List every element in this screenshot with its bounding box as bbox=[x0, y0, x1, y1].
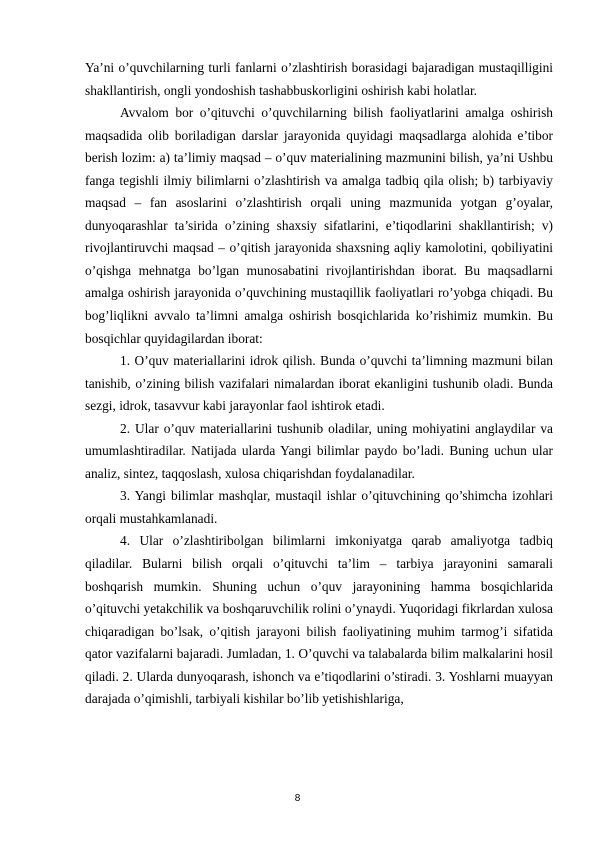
paragraph-continuation: Ya’ni o’quvchilarning turli fanlarni o’zlashtirish borasidagi bajaradigan mustaqilligini shakllantirish, ongli yondoshish tashabbuskorligini oshirish kabi holatlar. bbox=[85, 60, 553, 98]
paragraph-stage-1: 1. O’quv materiallarini idrok qilish. Bunda o’quvchi ta’limning mazmuni bilan tanishib, o’zining bilish vazifalari nimalardan iborat ekanligini tushunib oladi. Bunda sezgi, idrok, tasavvur kabi jarayonlar faol ishtirok etadi. bbox=[85, 353, 553, 414]
paragraph-stage-4: 4. Ular o’zlashtiribolgan bilimlarni imkoniyatga qarab amaliyotga tadbiq qiladilar. Bularni bilish orqali o’qituvchi ta’lim – tarbiya jarayonini samarali boshqarish mumkin. Shuning uchun o’quv jarayonining hamma bosqichlarida o’qituvchi yetakchilik va boshqaruvchilik rolini o’ynaydi. Yuqoridagi fikrlardan xulosa chiqaradigan bo’lsak, o’qitish jarayoni bilish faoliyatining muhim tarmog’i sifatida qator vazifalarni bajaradi. Jumladan, 1. O’quvchi va talabalarda bilim malkalarini hosil qiladi. 2. Ularda dunyoqarash, ishonch va e’tiqodlarini o’stiradi. 3. Yoshlarni muayyan darajada o’qimishli, tarbiyali kishilar bo’lib yetishishlariga, bbox=[85, 533, 553, 707]
paragraph-stage-3: 3. Yangi bilimlar mashqlar, mustaqil ishlar o’qituvchining qo’shimcha izohlari orqali mustahkamlanadi. bbox=[85, 488, 553, 526]
paragraph-learning-goals: Avvalom bor o’qituvchi o’quvchilarning bilish faoliyatlarini amalga oshirish maqsadida olib boriladigan darslar jarayonida quyidagi maqsadlarga alohida e’tibor berish lozim: a) ta’limiy maqsad – o’quv materialining mazmunini bilish, ya’ni Ushbu fanga tegishli ilmiy bilimlarni o’zlashtirish va amalga tadbiq qila olish; b) tarbiyaviy maqsad – fan asoslarini o’zlashtirish orqali uning mazmunida yotgan g’oyalar, dunyoqarashlar ta’sirida o’zining shaxsiy sifatlarini, e’tiqodlarini shakllantirish; v) rivojlantiruvchi maqsad – o’qitish jarayonida shaxsning aqliy kamolotini, qobiliyatini o’qishga mehnatga bo’lgan munosabatini rivojlantirishdan iborat. Bu maqsadlarni amalga oshirish jarayonida o’quvchining mustaqillik faoliyatlari ro’yobga chiqadi. Bu bog’liqlikni avvalo ta’limni amalga oshirish bosqichlarida ko’rishimiz mumkin. Bu bosqichlar quyidagilardan iborat: bbox=[85, 105, 553, 346]
document-body bbox=[85, 57, 553, 711]
paragraph-stage-2: 2. Ular o’quv materiallarini tushunib oladilar, uning mohiyatini anglaydilar va umumlashtiradilar. Natijada ularda Yangi bilimlar paydo bo’ladi. Buning uchun ular analiz, sintez, taqqoslash, xulosa chiqarishdan foydalanadilar. bbox=[85, 420, 553, 481]
page-number: 8 bbox=[294, 793, 301, 804]
